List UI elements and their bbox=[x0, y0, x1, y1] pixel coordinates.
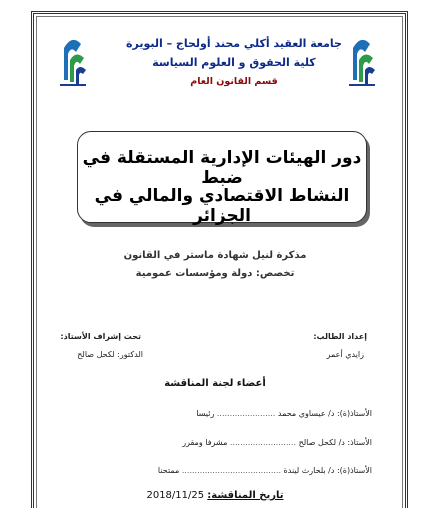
supervisor-name: الدكتور: لكحل صالح bbox=[77, 350, 143, 359]
institution-header bbox=[124, 34, 344, 91]
degree-statement: مذكرة لنيل شهادة ماستر في القانون bbox=[123, 250, 307, 261]
member-label: الأستاذ(ة): bbox=[336, 409, 372, 418]
university-logo-icon bbox=[54, 28, 90, 88]
defense-date: 2018/11/25 bbox=[146, 490, 205, 501]
student-name: زايدي أعمر bbox=[326, 350, 364, 359]
committee-title: أعضاء لجنة المناقشة bbox=[164, 378, 266, 389]
member-name: د/ عيساوي محمد bbox=[277, 409, 335, 418]
member-label: الأستاذ(ة): bbox=[336, 466, 372, 475]
university-name: جامعة العقيد أكلي محند أولحاج – البويرة bbox=[126, 37, 342, 50]
dotted-leader: ....................................... bbox=[181, 466, 281, 475]
member-role: ممتحنا bbox=[157, 466, 180, 475]
dotted-leader: .......................... bbox=[229, 438, 297, 447]
committee-member-1 bbox=[60, 409, 372, 418]
defense-date-label: تاريخ المناقشة: bbox=[207, 490, 284, 501]
defense-date-line bbox=[0, 490, 430, 501]
thesis-title-line-1: دور الهيئات الإدارية المستقلة في ضبط bbox=[82, 148, 362, 188]
dotted-leader: ....................... bbox=[216, 409, 276, 418]
committee-member-3 bbox=[60, 466, 372, 475]
department-name: قسم القانون العام bbox=[190, 76, 278, 87]
member-name: د/ بلحارث ليندة bbox=[283, 466, 335, 475]
thesis-title-box bbox=[77, 131, 367, 226]
faculty-name: كلية الحقوق و العلوم السياسة bbox=[152, 56, 316, 69]
committee-member-2 bbox=[60, 438, 372, 447]
member-role: رئيسا bbox=[196, 409, 215, 418]
specialization: تخصص: دولة ومؤسسات عمومية bbox=[135, 268, 295, 279]
member-name: د/ لكحل صالح bbox=[298, 438, 345, 447]
member-role: مشرفا ومقرر bbox=[182, 438, 228, 447]
thesis-title-line-2: النشاط الاقتصادي والمالي في الجزائر bbox=[94, 186, 350, 226]
supervisor-label: تحت إشراف الأستاذ: bbox=[60, 332, 141, 341]
university-logo-icon bbox=[343, 28, 379, 88]
student-label: إعداد الطالب: bbox=[313, 332, 367, 341]
member-label: الأستاذ: bbox=[347, 438, 372, 447]
